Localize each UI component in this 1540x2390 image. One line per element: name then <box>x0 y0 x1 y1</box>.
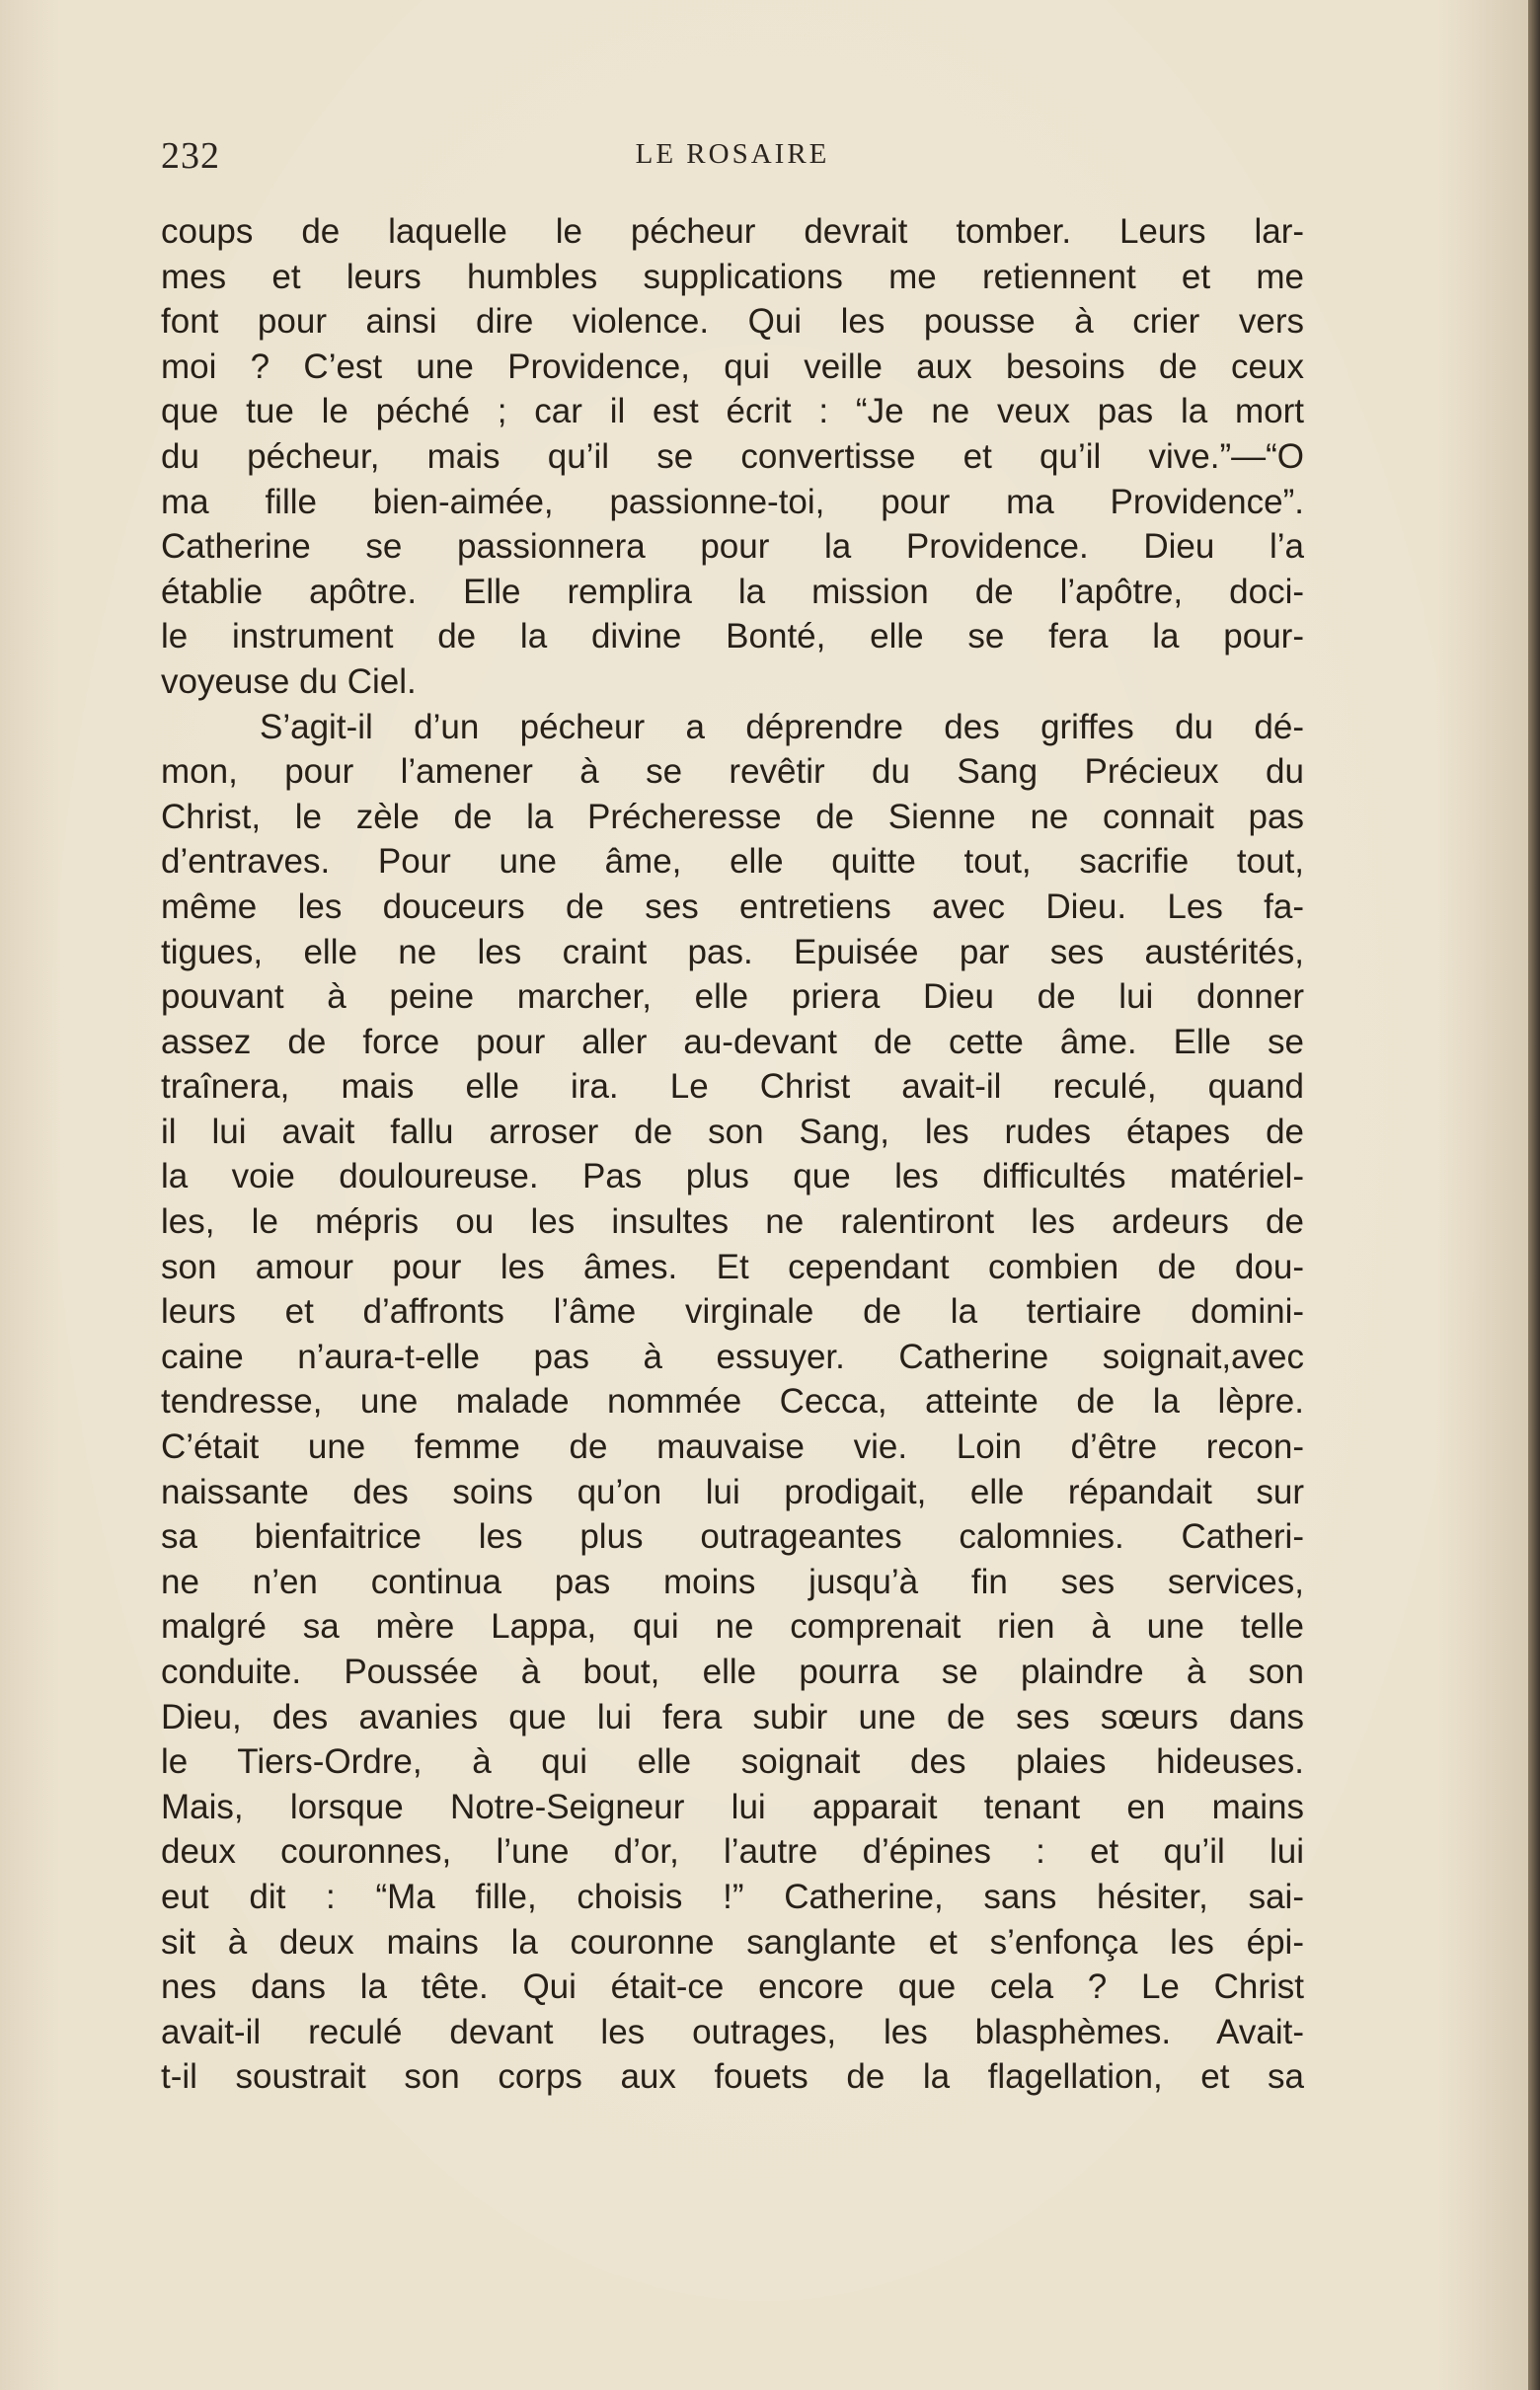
text-line: pouvant à peine marcher, elle priera Dieu de lui donner <box>161 977 1304 1017</box>
text-line: caine n’aura-t-elle pas à essuyer. Catherine soignait,avec <box>161 1337 1304 1376</box>
text-line: ma fille bien-aimée, passionne-toi, pour ma Providence”. <box>161 482 1304 521</box>
text-line: moi ? C’est une Providence, qui veille aux besoins de ceux <box>161 347 1304 386</box>
text-line: traînera, mais elle ira. Le Christ avait-il reculé, quand <box>161 1067 1304 1107</box>
text-line: les, le mépris ou les insultes ne ralentiront les ardeurs de <box>161 1202 1304 1242</box>
text-line: naissante des soins qu’on lui prodigait, elle répandait sur <box>161 1472 1304 1511</box>
text-line: malgré sa mère Lappa, qui ne comprenait rien à une telle <box>161 1607 1304 1647</box>
text-line: le Tiers-Ordre, à qui elle soignait des plaies hideuses. <box>161 1742 1304 1782</box>
text-line: mes et leurs humbles supplications me retiennent et me <box>161 257 1304 296</box>
text-line: tigues, elle ne les craint pas. Epuisée par ses austérités, <box>161 932 1304 971</box>
text-line: il lui avait fallu arroser de son Sang, les rudes étapes de <box>161 1112 1304 1151</box>
text-line: la voie douloureuse. Pas plus que les difficultés matériel- <box>161 1157 1304 1196</box>
text-line: établie apôtre. Elle remplira la mission de l’apôtre, doci- <box>161 572 1304 611</box>
page-number: 232 <box>161 135 220 177</box>
page-header <box>161 134 1304 193</box>
text-line: Mais, lorsque Notre-Seigneur lui apparait tenant en mains <box>161 1787 1304 1826</box>
text-line: eut dit : “Ma fille, choisis !” Catherine, sans hésiter, sai- <box>161 1877 1304 1916</box>
text-line: Christ, le zèle de la Précheresse de Sienne ne connait pas <box>161 797 1304 836</box>
text-line: tendresse, une malade nommée Cecca, atteinte de la lèpre. <box>161 1382 1304 1422</box>
text-line: conduite. Poussée à bout, elle pourra se plaindre à son <box>161 1653 1304 1691</box>
body-text <box>161 209 1304 2100</box>
running-title: LE ROSAIRE <box>635 138 830 170</box>
text-line: leurs et d’affronts l’âme virginale de la tertiaire domini- <box>161 1292 1304 1332</box>
text-line: ne n’en continua pas moins jusqu’à fin ses services, <box>161 1562 1304 1601</box>
text-line: mon, pour l’amener à se revêtir du Sang Précieux du <box>161 752 1304 792</box>
text-line: coups de laquelle le pécheur devrait tomber. Leurs lar- <box>161 212 1304 251</box>
text-line: Dieu, des avanies que lui fera subir une de ses sœurs dans <box>161 1697 1304 1736</box>
text-line: S’agit-il d’un pécheur a déprendre des griffes du dé- <box>260 707 1304 746</box>
text-line: t-il soustrait son corps aux fouets de la flagellation, et sa <box>161 2057 1304 2097</box>
text-line: le instrument de la divine Bonté, elle se fera la pour- <box>161 617 1304 656</box>
text-line: sa bienfaitrice les plus outrageantes calomnies. Catheri- <box>161 1517 1304 1557</box>
text-line: font pour ainsi dire violence. Qui les pousse à crier vers <box>161 302 1304 342</box>
text-line: même les douceurs de ses entretiens avec Dieu. Les fa- <box>161 887 1304 926</box>
text-line: deux couronnes, l’une d’or, l’autre d’épines : et qu’il lui <box>161 1832 1304 1872</box>
text-line: Catherine se passionnera pour la Providence. Dieu l’a <box>161 527 1304 567</box>
text-line: avait-il reculé devant les outrages, les blasphèmes. Avait- <box>161 2012 1304 2051</box>
text-line: sit à deux mains la couronne sanglante et s’enfonça les épi- <box>161 1922 1304 1962</box>
text-line: nes dans la tête. Qui était-ce encore que cela ? Le Christ <box>161 1967 1304 2007</box>
text-line: du pécheur, mais qu’il se convertisse et qu’il vive.”—“O <box>161 436 1304 476</box>
book-edge-shadow <box>1528 0 1540 2390</box>
text-line: son amour pour les âmes. Et cependant combien de dou- <box>161 1247 1304 1286</box>
text-line: voyeuse du Ciel. <box>161 661 417 701</box>
text-line: d’entraves. Pour une âme, elle quitte tout, sacrifie tout, <box>161 842 1304 882</box>
text-line: que tue le péché ; car il est écrit : “Je ne veux pas la mort <box>161 392 1304 431</box>
text-line: C’était une femme de mauvaise vie. Loin d’être recon- <box>161 1427 1304 1467</box>
text-line: assez de force pour aller au-devant de cette âme. Elle se <box>161 1022 1304 1061</box>
